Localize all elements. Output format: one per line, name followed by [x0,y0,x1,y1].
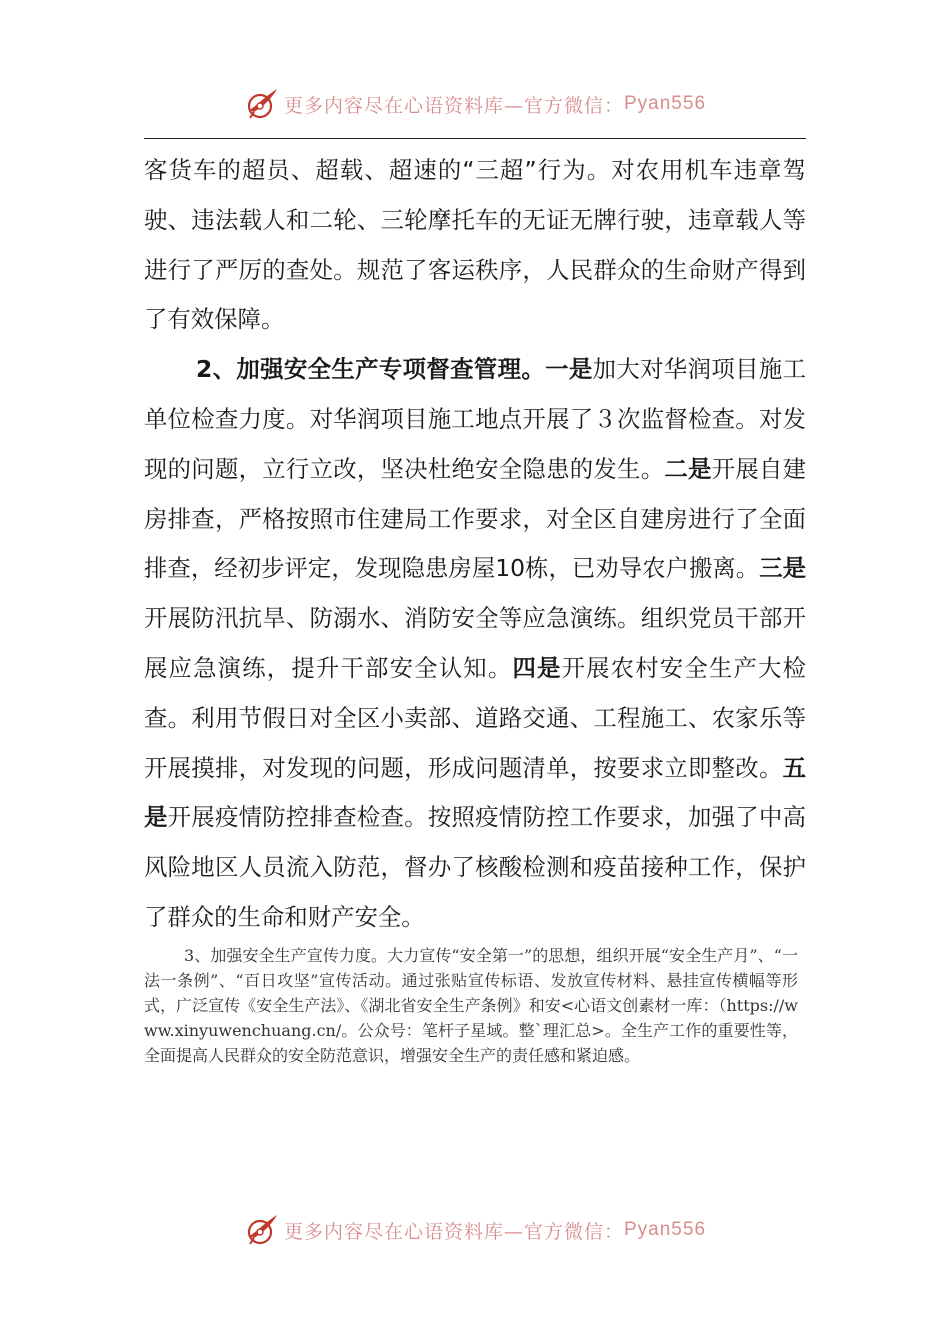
paragraph-3: 3、加强安全生产宣传力度。大力宣传“安全第一”的思想，组织开展“安全生产月”、“一法一条例”、“百日攻坚”宣传活动。通过张贴宣传标语、发放宣传材料、悬挂宣传横幅等形式，广泛宣传《安全生产法》、《湖北省安全生产条例》和安<心语文创素材一库：（https://www.xinyuwenchuang.cn/。公众号：笔杆子星域。整`理汇总>。全生产工作的重要性等，全面提高人民群众的安全防范意识，增强安全生产的责任感和紧迫感。 [144,946,798,1065]
paragraph-2-marker-2: 二是 [664,454,712,483]
paragraph-2 [144,345,806,943]
footer-banner-code: Pyan556 [624,1219,707,1240]
paragraph-2-text-2: 开展自建房排查，严格按照市住建局工作要求，对全区自建房进行了全面排查，经初步评定，发现隐患房屋10栋，已劝导农户搬离。 [144,454,807,583]
paragraph-3-block [144,943,798,1068]
header-divider [144,138,806,139]
paragraph-2-heading: 2、加强安全生产专项督查管理。 [196,355,546,384]
header-banner-code: Pyan556 [624,93,707,114]
quill-logo-icon [244,1212,280,1248]
footer-banner-text: 更多内容尽在心语资料库—官方微信： [283,1220,624,1243]
paragraph-2-marker-1: 一是 [545,355,593,384]
paragraph-2-text-4: 开展农村安全生产大检查。利用节假日对全区小卖部、道路交通、工程施工、农家乐等开展摸排，对发现的问题，形成问题清单，按要求立即整改。 [144,653,807,782]
quill-logo-icon [244,86,280,122]
header-banner-text: 更多内容尽在心语资料库—官方微信： [283,94,624,117]
paragraph-2-text-3: 开展防汛抗旱、防溺水、消防安全等应急演练。组织党员干部开展应急演练，提升干部安全认知。 [144,604,806,682]
paragraph-2-marker-4: 四是 [512,653,562,682]
header-banner [0,84,950,124]
paragraph-2-text-1: 加大对华润项目施工单位检查力度。对华润项目施工地点开展了３次监督检查。对发现的问题，立行立改，坚决杜绝安全隐患的发生。 [144,355,807,483]
paragraph-2-marker-3: 三是 [759,554,807,583]
paragraph-2-marker-5: 五是 [144,753,806,832]
main-body [144,146,806,943]
footer-banner [0,1210,950,1250]
paragraph-1: 客货车的超员、超载、超速的“三超”行为。对农用机车违章驾驶、违法载人和二轮、三轮摩托车的无证无牌行驶，违章载人等进行了严厉的查处。规范了客运秩序，人民群众的生命财产得到了有效保障。 [144,156,806,334]
paragraph-2-text-5: 开展疫情防控排查检查。按照疫情防控工作要求，加强了中高风险地区人员流入防范，督办了核酸检测和疫苗接种工作，保护了群众的生命和财产安全。 [144,803,807,931]
